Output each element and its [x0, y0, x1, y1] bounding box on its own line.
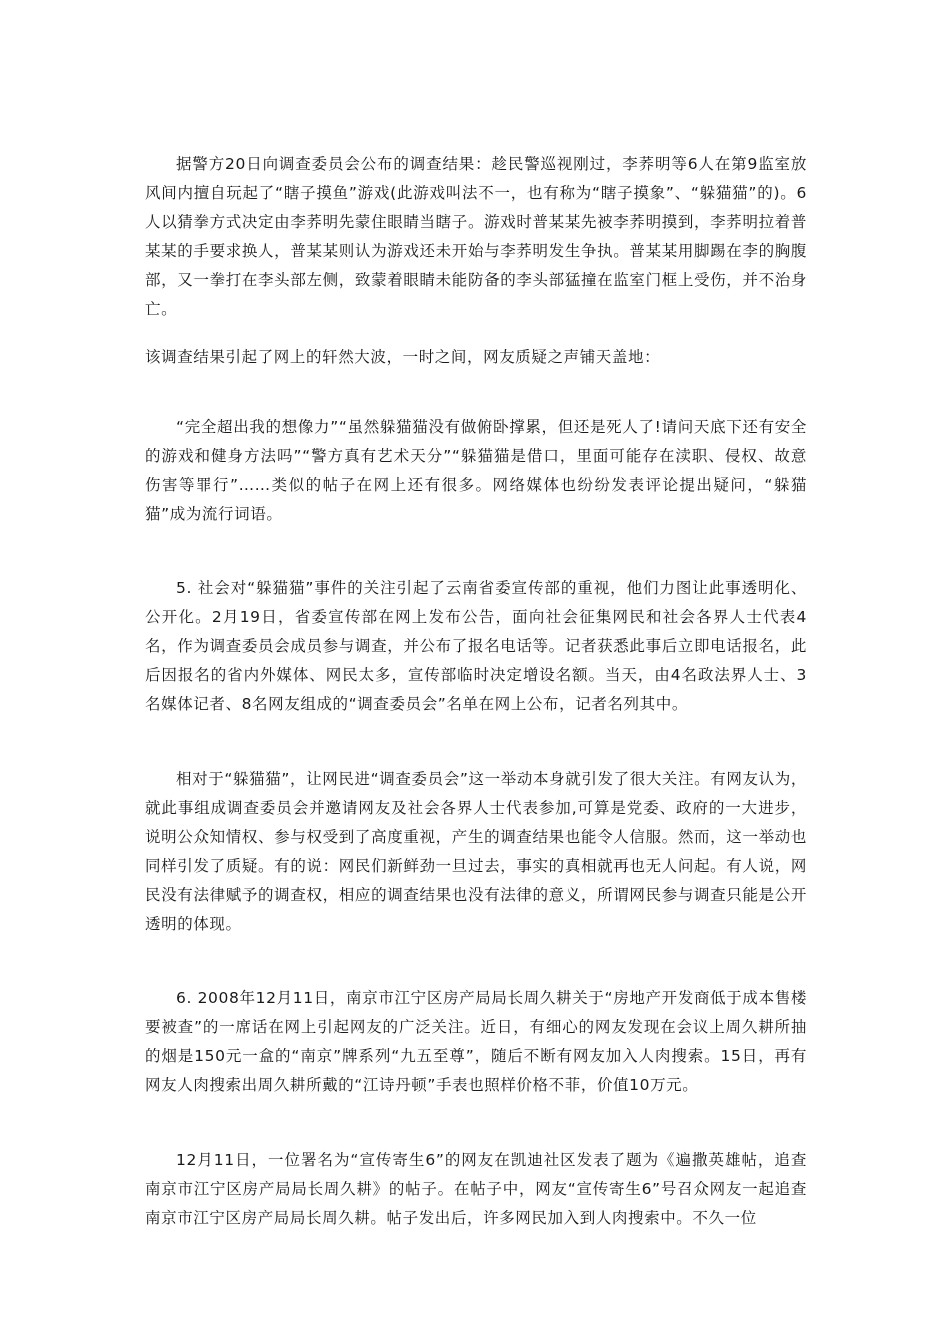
paragraph-police-findings: 据警方20日向调查委员会公布的调查结果：趁民警巡视刚过，李荞明等6人在第9监室放风间内擅自玩起了“瞎子摸鱼”游戏(此游戏叫法不一，也有称为“瞎子摸象”、“躲猫猫”的)。6人以猜拳方式决定由李荞明先蒙住眼睛当瞎子。游戏时普某某先被李荞明摸到，李荞明拉着普某某的手要求换人，普某某则认为游戏还未开始与李荞明发生争执。普某某用脚踢在李的胸腹部，又一拳打在李头部左侧，致蒙着眼睛未能防备的李头部猛撞在监室门框上受伤，并不治身亡。 — [145, 155, 807, 318]
paragraph-netizen-quotes: “完全超出我的想像力”“虽然躲猫猫没有做俯卧撑累，但还是死人了!请问天底下还有安全的游戏和健身方法吗”“警方真有艺术天分”“躲猫猫是借口，里面可能存在渎职、侵权、故意伤害等罪行”……类似的帖子在网上还有很多。网络媒体也纷纷发表评论提出疑问，“躲猫猫”成为流行词语。 — [145, 418, 807, 523]
paragraph-forum-post: 12月11日，一位署名为“宣传寄生6”的网友在凯迪社区发表了题为《遍撒英雄帖，追查南京市江宁区房产局局长周久耕》的帖子。在帖子中，网友“宣传寄生6”号召众网友一起追查南京市江宁区房产局局长周久耕。帖子发出后，许多网民加入到人肉搜索中。不久一位 — [145, 1151, 807, 1227]
paragraph-section-5: 5. 社会对“躲猫猫”事件的关注引起了云南省委宣传部的重视，他们力图让此事透明化、公开化。2月19日，省委宣传部在网上发布公告，面向社会征集网民和社会各界人士代表4名，作为调查委员会成员参与调查，并公布了报名电话等。记者获悉此事后立即电话报名，此后因报名的省内外媒体、网民太多，宣传部临时决定增设名额。当天，由4名政法界人士、3名媒体记者、8名网友组成的“调查委员会”名单在网上公布，记者名列其中。 — [145, 579, 807, 713]
paragraph-section-6: 6. 2008年12月11日，南京市江宁区房产局局长周久耕关于“房地产开发商低于成本售楼要被查”的一席话在网上引起网友的广泛关注。近日，有细心的网友发现在会议上周久耕所抽的烟是150元一盒的“南京”牌系列“九五至尊”，随后不断有网友加入人肉搜索。15日，再有网友人肉搜索出周久耕所戴的“江诗丹顿”手表也照样价格不菲，价值10万元。 — [145, 989, 807, 1094]
paragraph-online-reaction: 该调查结果引起了网上的轩然大波，一时之间，网友质疑之声铺天盖地： — [145, 348, 661, 366]
paragraph-committee-debate: 相对于“躲猫猫”，让网民进“调查委员会”这一举动本身就引发了很大关注。有网友认为，就此事组成调查委员会并邀请网友及社会各界人士代表参加,可算是党委、政府的一大进步，说明公众知情权、参与权受到了高度重视，产生的调查结果也能令人信服。然而，这一举动也同样引发了质疑。有的说：网民们新鲜劲一旦过去，事实的真相就再也无人问起。有人说，网民没有法律赋予的调查权，相应的调查结果也没有法律的意义，所谓网民参与调查只能是公开透明的体现。 — [145, 770, 807, 933]
